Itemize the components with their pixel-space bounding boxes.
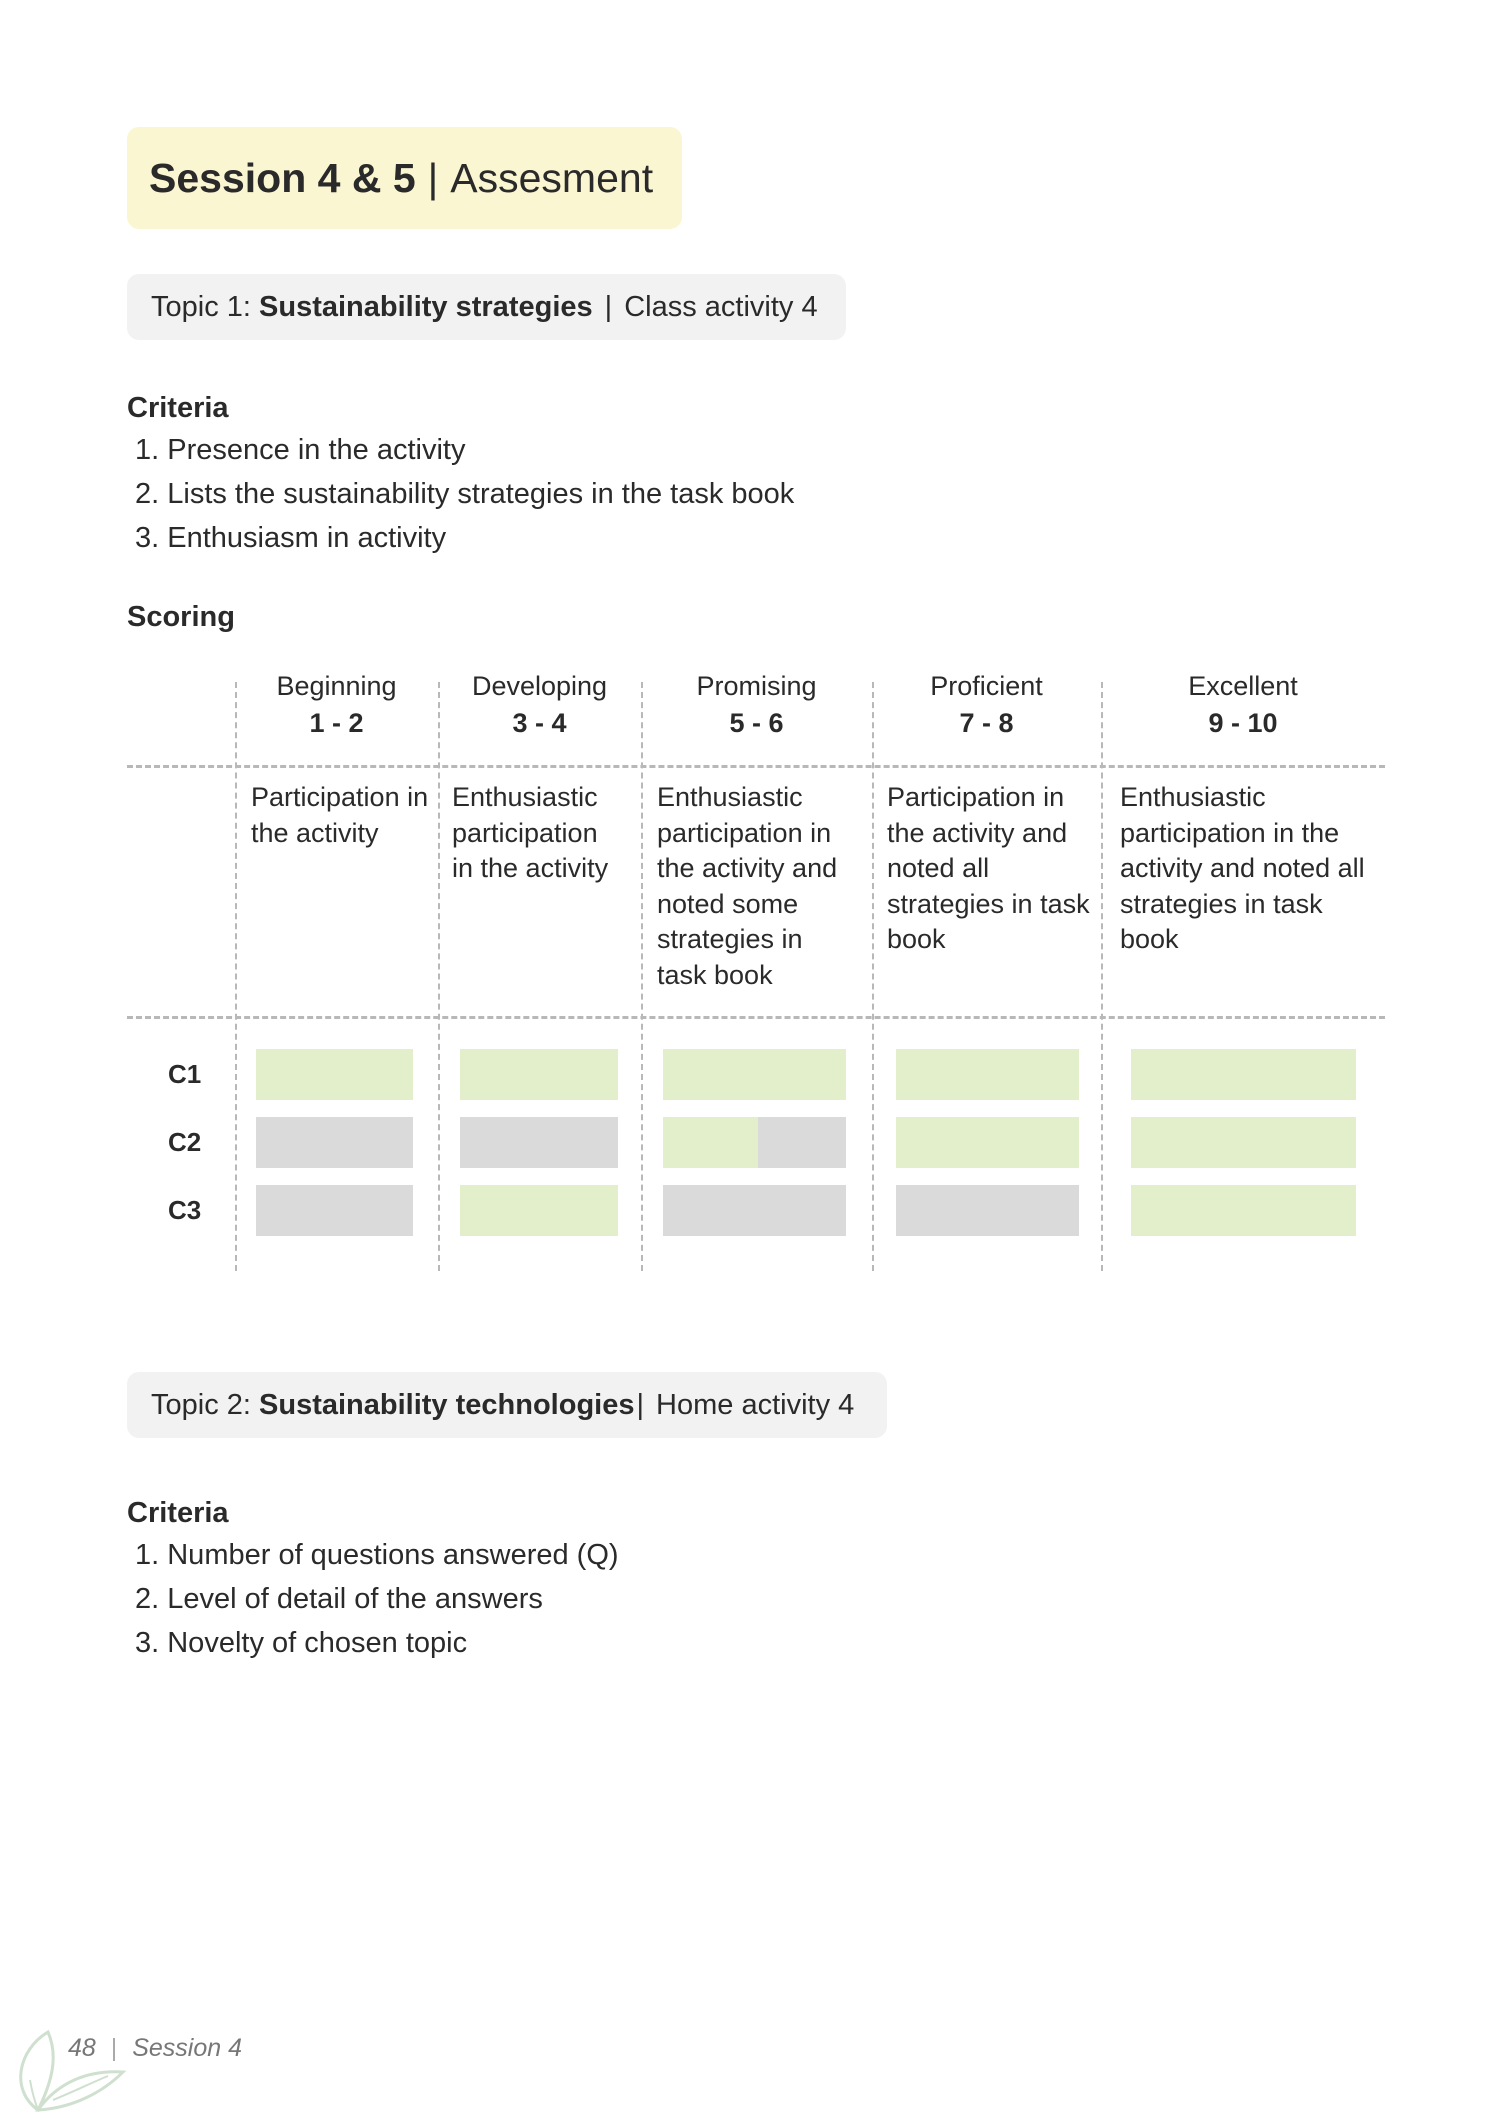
topic-separator: | xyxy=(636,1388,645,1421)
score-cell xyxy=(460,1185,618,1236)
score-fill xyxy=(1131,1117,1356,1168)
page-footer xyxy=(68,2034,242,2063)
topic-separator: | xyxy=(604,290,613,323)
level-header xyxy=(641,668,872,742)
column-divider xyxy=(438,682,440,1271)
footer-separator: | xyxy=(110,2034,118,2062)
score-cell xyxy=(663,1117,846,1168)
level-range: 1 - 2 xyxy=(309,708,364,738)
score-cell xyxy=(1131,1185,1356,1236)
score-cell xyxy=(256,1117,413,1168)
level-header xyxy=(438,668,641,742)
criteria-item: 1. Number of questions answered (Q) xyxy=(135,1539,619,1571)
column-divider xyxy=(235,682,237,1271)
score-cell xyxy=(663,1049,846,1100)
level-description: Enthusiastic participation in the activity xyxy=(452,782,609,883)
column-divider xyxy=(872,682,874,1271)
criteria-heading: Criteria xyxy=(127,392,229,424)
column-divider xyxy=(641,682,643,1271)
session-title xyxy=(127,127,682,229)
level-header xyxy=(872,668,1101,742)
score-cell xyxy=(256,1049,413,1100)
topic-name: Sustainability technologies xyxy=(259,1388,635,1421)
topic-activity: Class activity 4 xyxy=(624,290,818,323)
score-fill xyxy=(1131,1185,1356,1236)
criterion-label: C3 xyxy=(168,1195,202,1225)
score-cell xyxy=(1131,1117,1356,1168)
score-fill xyxy=(663,1049,846,1100)
title-separator: | xyxy=(427,154,439,201)
level-header xyxy=(235,668,438,742)
footer-section: Session 4 xyxy=(132,2034,243,2062)
score-cell xyxy=(663,1185,846,1236)
topic-1-banner xyxy=(127,274,846,340)
score-fill xyxy=(1131,1049,1356,1100)
level-description: Participation in the activity xyxy=(251,782,429,848)
score-fill xyxy=(460,1049,618,1100)
score-fill xyxy=(460,1185,618,1236)
level-range: 5 - 6 xyxy=(729,708,784,738)
level-description: Enthusiastic participation in the activity and noted some strategies in task book xyxy=(657,782,838,990)
scoring-heading: Scoring xyxy=(127,601,235,633)
topic-name: Sustainability strategies xyxy=(259,290,593,323)
topic-prefix: Topic 1: xyxy=(151,290,251,323)
criteria-item: 2. Lists the sustainability strategies in the task book xyxy=(135,478,795,510)
topic-2-banner xyxy=(127,1372,887,1438)
criterion-label: C1 xyxy=(168,1059,202,1089)
level-range: 3 - 4 xyxy=(512,708,567,738)
level-range: 7 - 8 xyxy=(959,708,1014,738)
criteria-heading: Criteria xyxy=(127,1497,229,1529)
level-description: Participation in the activity and noted all strategies in task book xyxy=(887,782,1090,954)
level-range: 9 - 10 xyxy=(1208,708,1278,738)
row-divider xyxy=(127,1016,1385,1019)
criteria-item: 2. Level of detail of the answers xyxy=(135,1583,543,1615)
score-cell xyxy=(896,1117,1079,1168)
level-label: Proficient xyxy=(930,671,1043,701)
title-rest: Assesment xyxy=(450,154,654,201)
topic-prefix: Topic 2: xyxy=(151,1388,251,1421)
criteria-item: 3. Enthusiasm in activity xyxy=(135,522,447,554)
title-bold: Session 4 & 5 xyxy=(149,154,416,201)
criteria-item: 3. Novelty of chosen topic xyxy=(135,1627,468,1659)
score-cell xyxy=(896,1049,1079,1100)
level-label: Beginning xyxy=(276,671,397,701)
criteria-item: 1. Presence in the activity xyxy=(135,434,466,466)
page-number: 48 xyxy=(68,2034,96,2062)
score-cell xyxy=(896,1185,1079,1236)
level-label: Promising xyxy=(696,671,817,701)
level-description: Enthusiastic participation in the activity and noted all strategies in task book xyxy=(1120,782,1365,954)
score-fill xyxy=(896,1117,1079,1168)
score-fill xyxy=(256,1049,413,1100)
score-fill xyxy=(663,1117,758,1168)
score-cell xyxy=(460,1117,618,1168)
score-fill xyxy=(896,1049,1079,1100)
score-cell xyxy=(460,1049,618,1100)
criterion-label: C2 xyxy=(168,1127,202,1157)
level-header xyxy=(1101,668,1385,742)
score-cell xyxy=(256,1185,413,1236)
row-divider xyxy=(127,765,1385,768)
score-cell xyxy=(1131,1049,1356,1100)
column-divider xyxy=(1101,682,1103,1271)
level-label: Developing xyxy=(471,671,608,701)
level-label: Excellent xyxy=(1188,671,1298,701)
topic-activity: Home activity 4 xyxy=(656,1388,855,1421)
